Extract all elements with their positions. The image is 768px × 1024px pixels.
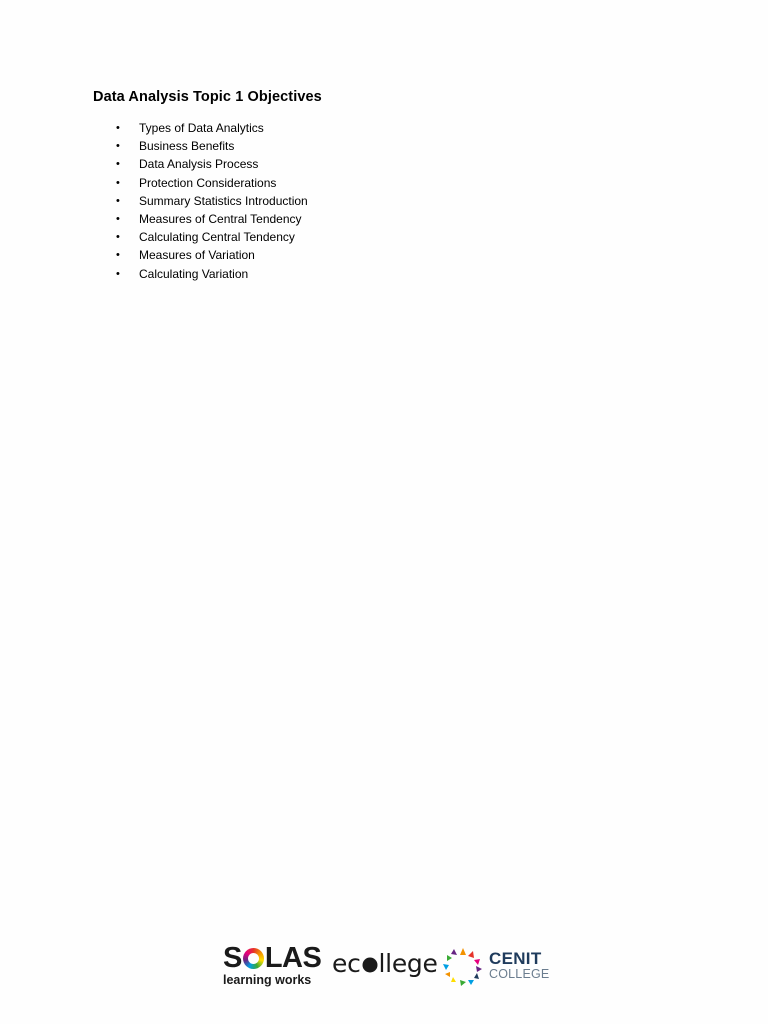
bullet-icon: • bbox=[116, 231, 120, 244]
list-item-label: Summary Statistics Introduction bbox=[139, 193, 308, 208]
footer-logos bbox=[223, 944, 553, 990]
solas-logo bbox=[223, 944, 321, 987]
list-item-label: Measures of Central Tendency bbox=[139, 211, 302, 226]
list-item bbox=[114, 210, 308, 228]
bullet-icon: • bbox=[116, 122, 120, 134]
cenit-name: CENIT bbox=[489, 949, 542, 968]
bullet-icon: • bbox=[116, 140, 120, 153]
list-item bbox=[114, 246, 308, 264]
bullet-icon: • bbox=[116, 176, 120, 189]
list-item-label: Calculating Central Tendency bbox=[139, 230, 295, 245]
list-item-label: Types of Data Analytics bbox=[139, 121, 264, 135]
list-item-label: Protection Considerations bbox=[139, 175, 277, 190]
bullet-icon: • bbox=[116, 212, 120, 225]
ecollege-logo: ec llege bbox=[332, 949, 438, 978]
cenit-logo-text bbox=[489, 950, 549, 981]
list-item-label: Measures of Variation bbox=[139, 248, 255, 263]
list-item bbox=[114, 228, 308, 246]
list-item bbox=[114, 137, 308, 155]
objectives-list bbox=[114, 119, 308, 283]
ecollege-dot-icon bbox=[362, 957, 378, 973]
list-item bbox=[114, 174, 308, 192]
list-item bbox=[114, 119, 308, 137]
cenit-subtitle: COLLEGE bbox=[489, 967, 550, 981]
solas-wordmark: S LAS bbox=[223, 942, 322, 974]
bullet-icon: • bbox=[116, 158, 120, 171]
bullet-icon: • bbox=[116, 267, 120, 280]
list-item bbox=[114, 155, 308, 173]
list-item bbox=[114, 265, 308, 283]
list-item-label: Data Analysis Process bbox=[139, 157, 259, 172]
list-item bbox=[114, 192, 308, 210]
list-item-label: Business Benefits bbox=[139, 139, 235, 154]
bullet-icon: • bbox=[116, 194, 120, 207]
solas-o-ring-icon bbox=[243, 948, 264, 969]
page-title: Data Analysis Topic 1 Objectives bbox=[93, 89, 322, 105]
bullet-icon: • bbox=[116, 249, 120, 262]
cenit-star-icon bbox=[441, 947, 485, 987]
list-item-label: Calculating Variation bbox=[139, 266, 249, 281]
solas-tagline: learning works bbox=[223, 973, 312, 987]
